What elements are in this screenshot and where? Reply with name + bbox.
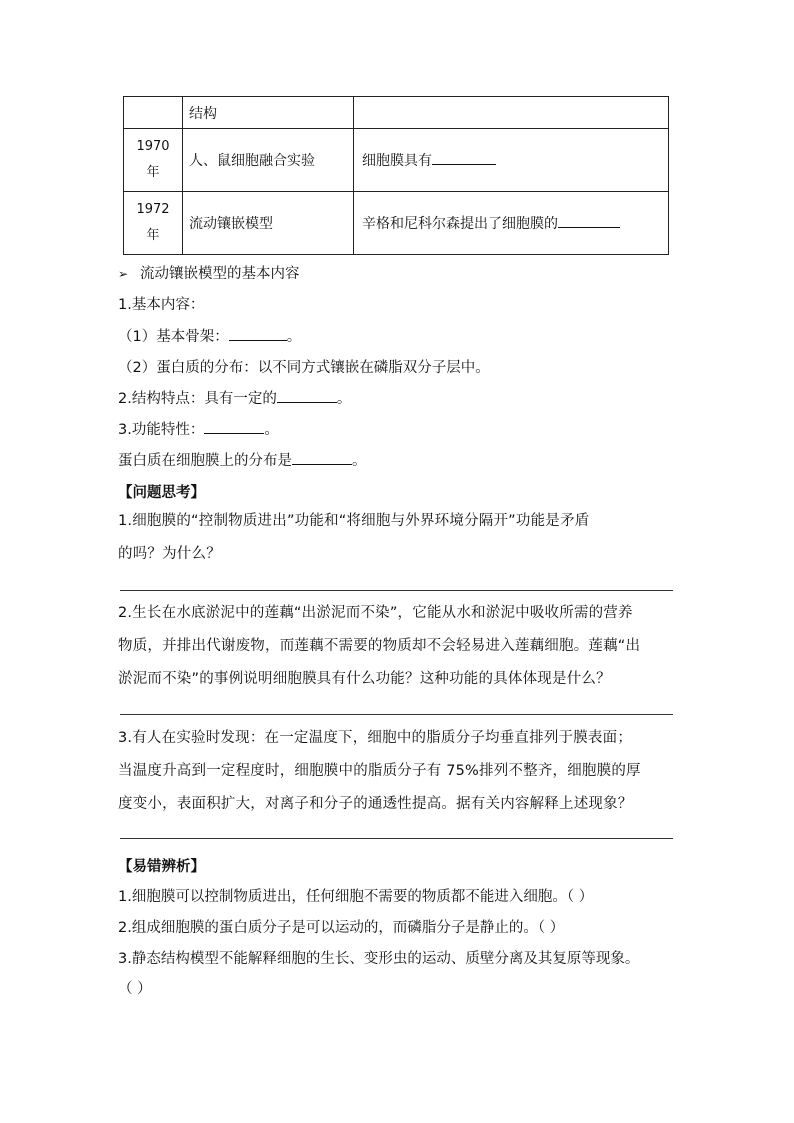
question-line: 物质，并排出代谢废物，而莲藕不需要的物质却不会轻易进入莲藕细胞。莲藕“出	[118, 638, 641, 654]
question-line: 的吗？为什么？	[118, 546, 221, 562]
table-row	[124, 97, 669, 129]
item-text: （1）基本骨架：	[118, 329, 229, 345]
error-item-3: 3.静态结构模型不能解释细胞的生长、变形虫的运动、质壁分离及其复原等现象。	[118, 951, 640, 967]
name-cell: 人、鼠细胞融合实验	[183, 129, 354, 192]
answer-blank[interactable]	[229, 326, 287, 341]
item-end: 。	[336, 391, 352, 407]
error-item-3-bracket: （ ）	[118, 981, 152, 997]
question-3	[118, 722, 678, 821]
year-unit: 年	[146, 228, 160, 243]
model-item-1: 1.基本内容：	[118, 297, 205, 313]
desc-cell	[354, 192, 669, 255]
desc-cell	[354, 129, 669, 192]
table-row	[124, 129, 669, 192]
year-cell	[124, 129, 183, 192]
table-row	[124, 192, 669, 255]
model-heading-text: 流动镶嵌模型的基本内容	[140, 266, 300, 282]
model-item-1-1	[118, 325, 301, 346]
answer-blank[interactable]	[277, 388, 337, 403]
answer-blank[interactable]	[432, 150, 496, 165]
desc-text: 细胞膜具有	[362, 153, 432, 169]
question-line: 淤泥而不染”的事例说明细胞膜具有什么功能？这种功能的具体体现是什么？	[118, 671, 611, 687]
item-end: 。	[286, 329, 302, 345]
question-1	[118, 505, 678, 571]
history-table	[123, 96, 669, 255]
error-item-2: 2.组成细胞膜的蛋白质分子是可以运动的，而磷脂分子是静止的。（ ）	[118, 920, 565, 936]
answer-line[interactable]	[120, 714, 673, 715]
error-item-1: 1.细胞膜可以控制物质进出，任何细胞不需要的物质都不能进入细胞。（ ）	[118, 889, 594, 905]
question-line: 2.生长在水底淤泥中的莲藕“出淤泥而不染”，它能从水和淤泥中吸收所需的营养	[118, 605, 633, 621]
year-unit: 年	[146, 165, 160, 180]
model-item-4	[118, 449, 367, 470]
name-cell: 结构	[183, 97, 354, 129]
item-text: 2.结构特点：具有一定的	[118, 391, 277, 407]
question-2	[118, 597, 678, 696]
answer-blank[interactable]	[292, 450, 352, 465]
item-end: 。	[264, 422, 279, 438]
answer-line[interactable]	[120, 590, 673, 591]
year-cell	[124, 192, 183, 255]
question-line: 当温度升高到一定程度时，细胞膜中的脂质分子有 75%排列不整齐，细胞膜的厚	[118, 763, 641, 779]
item-end: 。	[352, 453, 367, 469]
item-text: 3.功能特性：	[118, 422, 205, 438]
answer-blank[interactable]	[558, 213, 620, 228]
item-text: 蛋白质在细胞膜上的分布是	[118, 453, 292, 469]
model-heading	[118, 262, 300, 283]
desc-cell	[354, 97, 669, 129]
questions-heading: 【问题思考】	[118, 485, 205, 501]
question-line: 度变小，表面积扩大，对离子和分子的通透性提高。据有关内容解释上述现象？	[118, 796, 633, 812]
answer-line[interactable]	[120, 838, 673, 839]
desc-text: 辛格和尼科尔森提出了细胞膜的	[362, 216, 558, 232]
question-line: 1.细胞膜的“控制物质进出”功能和“将细胞与外界环境分隔开”功能是矛盾	[118, 513, 590, 529]
name-cell: 流动镶嵌模型	[183, 192, 354, 255]
model-item-2	[118, 387, 351, 408]
year-number: 1972	[136, 202, 170, 217]
model-item-3	[118, 418, 279, 439]
arrow-bullet-icon: ➢	[118, 267, 129, 281]
question-line: 3.有人在实验时发现：在一定温度下，细胞中的脂质分子均垂直排列于膜表面；	[118, 730, 633, 746]
year-number: 1970	[136, 139, 170, 154]
errors-heading: 【易错辨析】	[118, 859, 205, 875]
model-item-1-2: （2）蛋白质的分布：以不同方式镶嵌在磷脂双分子层中。	[118, 360, 490, 376]
year-cell	[124, 97, 183, 129]
answer-blank[interactable]	[204, 419, 264, 434]
